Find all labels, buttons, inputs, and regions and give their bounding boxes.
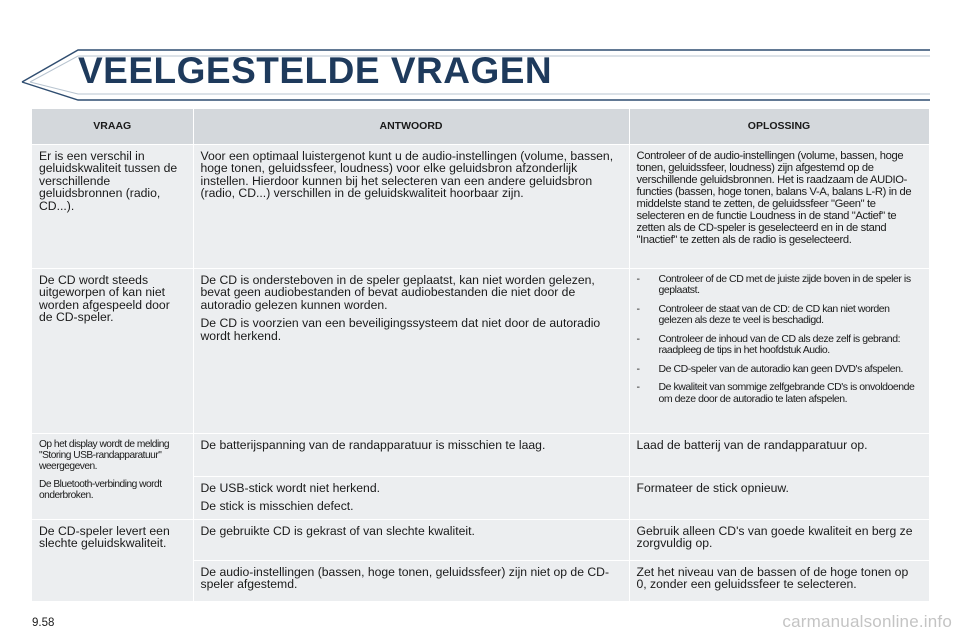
answer-text: Voor een optimaal luistergenot kunt u de audio-instellingen (volume, bassen, hoge tonen, geluidssfeer, loudness) voor elke geluidsbron afzonderlijk instellen. Hierdoor kunnen bij het selecteren van een andere geluidsbron (radio, CD...) verschillen in de geluidskwaliteit hoorbaar zijn. [200, 148, 614, 200]
solution-cell [629, 476, 929, 519]
solution-cell [629, 268, 929, 433]
bullet-dash: - [636, 332, 640, 345]
answer-text: De CD is ondersteboven in de speler geplaatst, kan niet worden gelezen, bevat geen audiobestanden of bevat audiobestanden die niet door de autoradio gelezen kunnen worden. [200, 272, 595, 312]
question-text: Er is een verschil in geluidskwaliteit tussen de verschillende geluidsbronnen (radio, CD...). [39, 148, 178, 213]
solution-text: Formateer de stick opnieuw. [636, 480, 789, 495]
answer-text: De audio-instellingen (bassen, hoge tonen, geluidssfeer) zijn niet op de CD-speler afgestemd. [200, 564, 610, 591]
bullet-dash: - [636, 272, 640, 285]
list-item: - Controleer de staat van de CD: de CD kan niet worden gelezen als deze te veel is beschadigd. [636, 302, 890, 326]
bullet-dash: - [636, 362, 640, 375]
table-row [32, 144, 929, 268]
question-cell [32, 268, 193, 433]
question-text: Op het display wordt de melding "Storing USB-randapparatuur" weergegeven. [39, 438, 170, 472]
column-header-question: VRAAG [32, 109, 193, 144]
answer-cell [193, 433, 629, 476]
list-item: - Controleer de inhoud van de CD als deze zelf is gebrand: raadpleeg de tips in het hoofdstuk Audio. [636, 332, 901, 356]
solution-cell [629, 144, 929, 268]
bullet-dash: - [636, 302, 640, 315]
watermark: carmanualsonline.info [782, 612, 952, 631]
page-title: VEELGESTELDE VRAGEN [78, 50, 553, 91]
question-text: De CD-speler levert een slechte geluidskwaliteit. [39, 523, 170, 550]
question-text: De Bluetooth-verbinding wordt onderbroken. [39, 478, 162, 501]
faq-table [32, 109, 930, 602]
solution-cell [629, 560, 929, 601]
answer-cell [193, 519, 629, 560]
answer-text: De batterijspanning van de randapparatuur is misschien te laag. [200, 437, 546, 452]
page-header [0, 0, 960, 110]
answer-text: De stick is misschien defect. [200, 499, 354, 513]
table-row [32, 519, 929, 560]
answer-text: De gebruikte CD is gekrast of van slechte kwaliteit. [200, 523, 475, 538]
answer-text: De USB-stick wordt niet herkend. [200, 480, 380, 495]
answer-cell [193, 560, 629, 601]
column-header-answer: ANTWOORD [193, 109, 629, 144]
answer-text: De CD is voorzien van een beveiligingssysteem dat niet door de autoradio wordt herkend. [200, 316, 601, 343]
solution-text: Laad de batterij van de randapparatuur op. [636, 437, 868, 452]
list-item: - Controleer of de CD met de juiste zijde boven in de speler is geplaatst. [636, 272, 911, 296]
answer-cell [193, 476, 629, 519]
table-row [32, 433, 929, 476]
solution-list [637, 274, 922, 406]
solution-text: Zet het niveau van de bassen of de hoge tonen op 0, zonder een geluidssfeer te selecteren. [636, 564, 909, 591]
table-header-row [32, 109, 929, 144]
solution-text: Gebruik alleen CD's van goede kwaliteit en berg ze zorgvuldig op. [636, 523, 913, 550]
column-header-solution: OPLOSSING [629, 109, 929, 144]
question-cell [32, 144, 193, 268]
question-text: De CD wordt steeds uitgeworpen of kan niet worden afgespeeld door de CD-speler. [39, 272, 170, 324]
list-item: - De kwaliteit van sommige zelfgebrande CD's is onvoldoende om deze door de autoradio te laten afspelen. [636, 381, 915, 405]
answer-cell [193, 144, 629, 268]
list-item: - De CD-speler van de autoradio kan geen DVD's afspelen. [636, 362, 903, 375]
solution-cell [629, 433, 929, 476]
question-cell [32, 519, 193, 601]
solution-text: Controleer of de audio-instellingen (volume, bassen, hoge tonen, geluidssfeer, loudness) zijn afgestemd op de verschillende geluidsbronnen. Het is raadzaam de AUDIO-functies (bassen, hoge tonen, balans V-A, balans L-R) in de middelste stand te zetten, de geluidssfeer "Geen" te selecteren en de functie Loudness in de stand "Actief" te zetten als de CD-speler is geselecteerd en in de stand "Inactief" te zetten als de radio is geselecteerd. [636, 149, 912, 246]
answer-cell [193, 268, 629, 433]
table-row [32, 268, 929, 433]
page-number: 9.58 [32, 617, 55, 629]
bullet-dash: - [636, 381, 640, 393]
question-cell [32, 433, 193, 519]
solution-cell [629, 519, 929, 560]
